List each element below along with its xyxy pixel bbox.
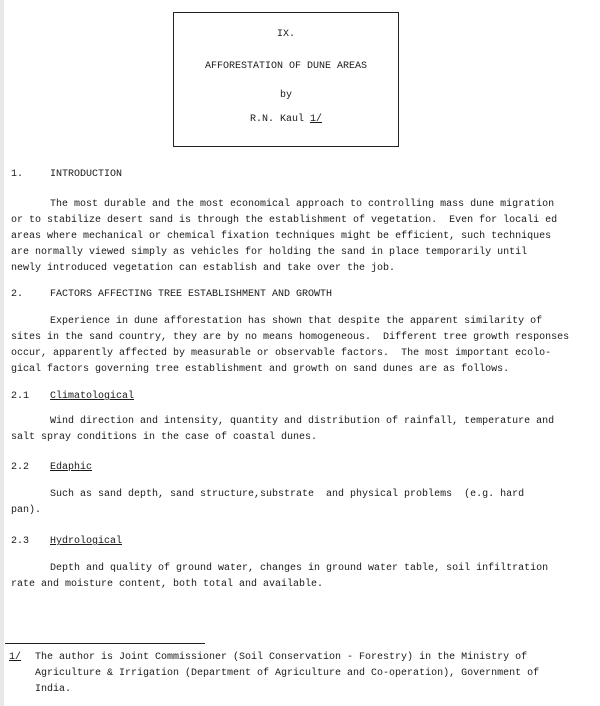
paragraph-line: are normally viewed simply as vehicles for holding the sand in place temporarily until bbox=[11, 247, 528, 258]
by-line: by bbox=[279, 90, 292, 101]
paragraph-line: areas where mechanical or chemical fixation techniques might be efficient, such techniques bbox=[11, 231, 552, 242]
paragraph-line: Wind direction and intensity, quantity and distribution of rainfall, temperature and bbox=[50, 416, 555, 427]
footnote-line: The author is Joint Commissioner (Soil Conservation - Forestry) in the Ministry of bbox=[35, 652, 528, 663]
footnote-line: Agriculture & Irrigation (Department of Agriculture and Co-operation), Government of bbox=[35, 668, 540, 679]
paragraph-line: Depth and quality of ground water, changes in ground water table, soil infiltration bbox=[50, 563, 549, 574]
section-heading: INTRODUCTION bbox=[50, 169, 123, 180]
author-name: R.N. Kaul bbox=[249, 114, 304, 125]
section-heading: FACTORS AFFECTING TREE ESTABLISHMENT AND GROWTH bbox=[50, 289, 333, 300]
scan-edge bbox=[0, 0, 4, 706]
section-number: 1. bbox=[11, 169, 24, 180]
paragraph-line: or to stabilize desert sand is through the establishment of vegetation. Even for locali ed bbox=[11, 215, 558, 226]
paragraph-line: sites in the sand country, they are by no means homogeneous. Different tree growth responses bbox=[11, 332, 570, 343]
title-box bbox=[173, 12, 399, 147]
paragraph-line: gical factors governing tree establishment and growth on sand dunes are as follows. bbox=[11, 364, 510, 375]
paragraph-line: Experience in dune afforestation has shown that despite the apparent similarity of bbox=[50, 316, 543, 327]
author-line bbox=[174, 114, 398, 125]
section-number: 2.1 bbox=[11, 391, 30, 402]
paragraph-line: salt spray conditions in the case of coastal dunes. bbox=[11, 432, 318, 443]
section-heading: Edaphic bbox=[50, 462, 93, 473]
paragraph-line: rate and moisture content, both total and available. bbox=[11, 579, 324, 590]
section-number: 2. bbox=[11, 289, 24, 300]
footnote-marker: 1/ bbox=[9, 652, 22, 663]
paragraph-line: pan). bbox=[11, 505, 42, 516]
section-heading: Climatological bbox=[50, 391, 135, 402]
document-title: AFFORESTATION OF DUNE AREAS bbox=[204, 61, 368, 72]
footnote-reference: 1/ bbox=[310, 114, 323, 125]
chapter-number: IX. bbox=[276, 29, 295, 40]
paragraph-line: newly introduced vegetation can establish and take over the job. bbox=[11, 263, 396, 274]
section-number: 2.2 bbox=[11, 462, 30, 473]
paragraph-line: Such as sand depth, sand structure,substrate and physical problems (e.g. hard bbox=[50, 489, 525, 500]
footnote-line: India. bbox=[35, 684, 72, 695]
footnote-divider bbox=[5, 643, 205, 644]
paragraph-line: The most durable and the most economical approach to controlling mass dune migration bbox=[50, 199, 555, 210]
paragraph-line: occur, apparently affected by measurable or observable factors. The most important ecolo- bbox=[11, 348, 552, 359]
section-number: 2.3 bbox=[11, 536, 30, 547]
section-heading: Hydrological bbox=[50, 536, 123, 547]
